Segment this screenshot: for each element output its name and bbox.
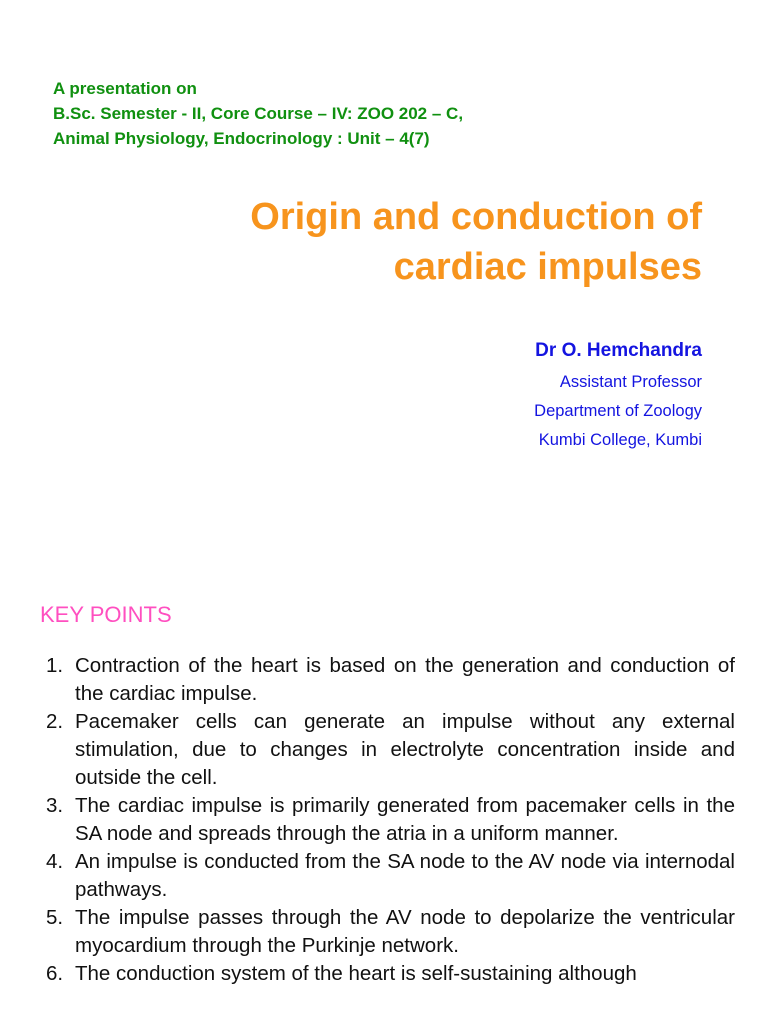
item-number: 5. <box>46 906 64 929</box>
item-text: The conduction system of the heart is self-sustaining although <box>75 962 637 985</box>
item-number: 4. <box>46 850 64 873</box>
key-points-list <box>40 652 735 988</box>
list-item <box>40 848 735 904</box>
list-item <box>40 904 735 960</box>
item-number: 6. <box>46 962 64 985</box>
course-line: A presentation on <box>53 79 197 98</box>
presentation-title <box>250 192 702 292</box>
author-position: Assistant Professor <box>559 373 702 391</box>
list-item <box>40 960 735 988</box>
item-text: An impulse is conducted from the SA node to the AV node via internodal pathways. <box>75 850 735 901</box>
course-line: B.Sc. Semester - II, Core Course – IV: ZOO 202 – C, <box>53 104 464 123</box>
author-name: Dr O. Hemchandra <box>535 340 702 361</box>
list-item <box>40 708 735 792</box>
key-points-heading: KEY POINTS <box>40 602 172 627</box>
course-line: Animal Physiology, Endocrinology : Unit – 4(7) <box>53 129 430 148</box>
author-college: Kumbi College, Kumbi <box>538 431 702 449</box>
title-line-2: cardiac impulses <box>393 246 702 288</box>
item-number: 2. <box>46 710 64 733</box>
item-text: Contraction of the heart is based on the generation and conduction of the cardiac impulse. <box>75 654 735 705</box>
item-number: 1. <box>46 654 64 677</box>
list-item <box>40 792 735 848</box>
title-line-1: Origin and conduction of <box>250 196 702 238</box>
item-text: The cardiac impulse is primarily generated from pacemaker cells in the SA node and spreads through the atria in a uniform manner. <box>75 794 735 845</box>
item-text: The impulse passes through the AV node to depolarize the ventricular myocardium through the Purkinje network. <box>75 906 735 957</box>
author-department: Department of Zoology <box>534 402 702 420</box>
author-block <box>534 338 702 455</box>
item-text: Pacemaker cells can generate an impulse without any external stimulation, due to changes in electrolyte concentration inside and outside the cell. <box>75 710 735 789</box>
item-number: 3. <box>46 794 64 817</box>
course-info <box>53 76 463 151</box>
list-item <box>40 652 735 708</box>
